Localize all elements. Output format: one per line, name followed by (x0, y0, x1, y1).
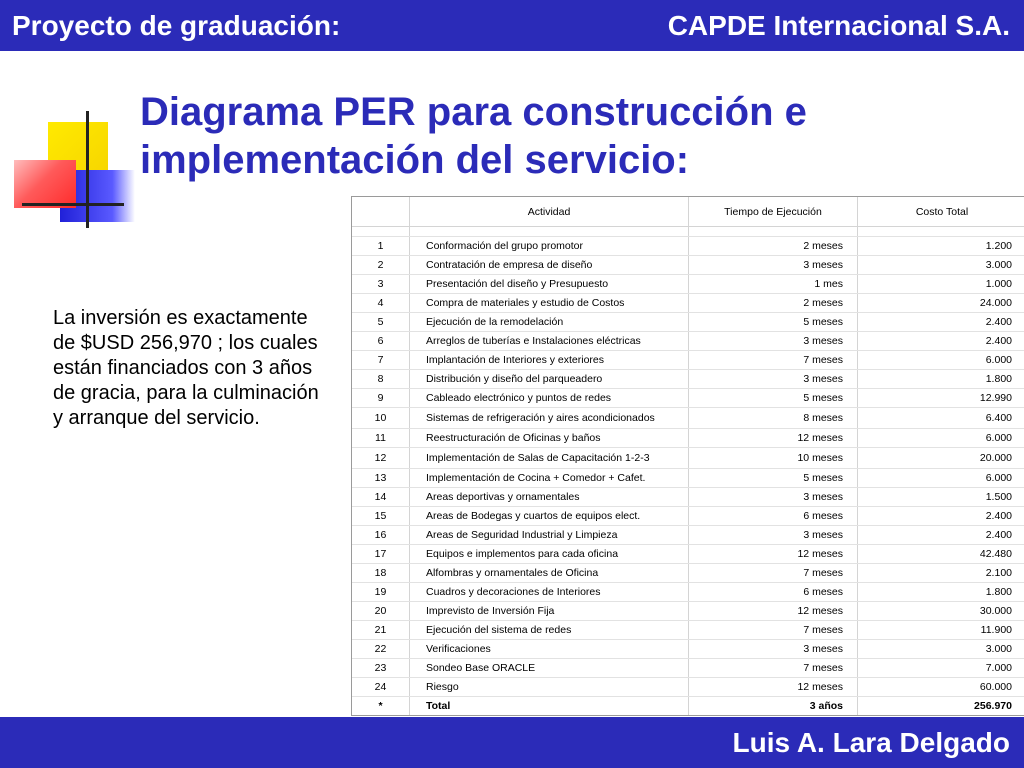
table-row (352, 564, 1024, 583)
row-cost-cell: 1.800 (858, 583, 1024, 602)
row-cost-cell: 12.990 (858, 389, 1024, 408)
row-activity-cell: Presentación del diseño y Presupuesto (410, 275, 689, 294)
row-number-cell: 9 (352, 389, 410, 408)
table-header-row (352, 197, 1024, 227)
row-duration-cell: 5 meses (689, 389, 858, 408)
row-duration-cell: 7 meses (689, 659, 858, 678)
row-number-cell: 13 (352, 469, 410, 488)
header-company-name: CAPDE Internacional S.A. (667, 10, 1010, 41)
row-duration-cell: 10 meses (689, 448, 858, 469)
row-cost-cell: 60.000 (858, 678, 1024, 697)
column-header-number (352, 197, 410, 227)
investment-paragraph: La inversión es exactamente de $USD 256,970 ; los cuales están financiados con 3 años de gracia, para la culminación y arranque del servicio. (53, 307, 319, 429)
row-activity-cell: Areas de Seguridad Industrial y Limpieza (410, 526, 689, 545)
table-row (352, 408, 1024, 429)
column-header-duration: Tiempo de Ejecución (689, 197, 858, 227)
row-number-cell: 3 (352, 275, 410, 294)
row-activity-cell: Arreglos de tuberías e Instalaciones eléctricas (410, 332, 689, 351)
row-activity-cell: Implantación de Interiores y exteriores (410, 351, 689, 370)
row-number-cell: 5 (352, 313, 410, 332)
row-cost-cell: 6.000 (858, 351, 1024, 370)
row-duration-cell: 3 meses (689, 526, 858, 545)
row-cost-cell: 6.000 (858, 429, 1024, 448)
row-duration-cell: 12 meses (689, 602, 858, 621)
table-row (352, 275, 1024, 294)
row-activity-cell: Sondeo Base ORACLE (410, 659, 689, 678)
row-cost-cell: 6.400 (858, 408, 1024, 429)
row-cost-cell: 1.500 (858, 488, 1024, 507)
row-number-cell: 2 (352, 256, 410, 275)
table-row (352, 602, 1024, 621)
row-cost-cell: 2.100 (858, 564, 1024, 583)
table-spacer-row (352, 227, 1024, 237)
header-bar (0, 0, 1024, 51)
table-row (352, 640, 1024, 659)
row-cost-cell: 3.000 (858, 640, 1024, 659)
table-row (352, 313, 1024, 332)
table-row (352, 237, 1024, 256)
row-activity-cell: Implementación de Salas de Capacitación 1-2-3 (410, 448, 689, 469)
decorative-squares-graphic (0, 95, 150, 235)
row-number-cell: 19 (352, 583, 410, 602)
activity-cost-table (351, 196, 1024, 716)
row-number-cell: 23 (352, 659, 410, 678)
column-header-total-cost: Costo Total (858, 197, 1024, 227)
row-cost-cell: 30.000 (858, 602, 1024, 621)
row-activity-cell: Alfombras y ornamentales de Oficina (410, 564, 689, 583)
row-cost-cell: 6.000 (858, 469, 1024, 488)
table-row (352, 448, 1024, 469)
row-number-cell: 18 (352, 564, 410, 583)
table-row (352, 256, 1024, 275)
table-row (352, 332, 1024, 351)
row-duration-cell: 7 meses (689, 564, 858, 583)
row-duration-cell: 3 meses (689, 488, 858, 507)
row-duration-cell: 5 meses (689, 469, 858, 488)
row-duration-cell: 3 meses (689, 332, 858, 351)
row-duration-cell: 3 meses (689, 640, 858, 659)
row-duration-cell: 2 meses (689, 294, 858, 313)
footer-bar (0, 717, 1024, 768)
row-cost-cell: 2.400 (858, 526, 1024, 545)
row-activity-cell: Compra de materiales y estudio de Costos (410, 294, 689, 313)
table-row (352, 678, 1024, 697)
table-row (352, 389, 1024, 408)
row-activity-cell: Areas deportivas y ornamentales (410, 488, 689, 507)
total-row-cost-cell: 256.970 (974, 700, 1012, 712)
table-row (352, 507, 1024, 526)
row-cost-cell: 2.400 (858, 313, 1024, 332)
row-number-cell: 1 (352, 237, 410, 256)
row-duration-cell: 3 meses (689, 256, 858, 275)
row-activity-cell: Implementación de Cocina + Comedor + Cafet. (410, 469, 689, 488)
footer-author-name: Luis A. Lara Delgado (732, 727, 1010, 758)
slide-title-line-1: Diagrama PER para construcción e (140, 90, 807, 134)
table-row (352, 370, 1024, 389)
row-number-cell: 6 (352, 332, 410, 351)
total-row-number-cell: * (352, 697, 410, 716)
row-number-cell: 16 (352, 526, 410, 545)
vertical-line (86, 111, 89, 228)
row-activity-cell: Contratación de empresa de diseño (410, 256, 689, 275)
row-duration-cell: 7 meses (689, 351, 858, 370)
row-activity-cell: Distribución y diseño del parqueadero (410, 370, 689, 389)
row-cost-cell: 24.000 (858, 294, 1024, 313)
column-header-activity: Actividad (410, 197, 689, 227)
row-cost-cell: 11.900 (858, 621, 1024, 640)
row-duration-cell: 7 meses (689, 621, 858, 640)
row-number-cell: 11 (352, 429, 410, 448)
row-cost-cell: 3.000 (858, 256, 1024, 275)
table-row (352, 469, 1024, 488)
row-cost-cell: 2.400 (858, 332, 1024, 351)
row-number-cell: 14 (352, 488, 410, 507)
slide-title (140, 88, 1020, 184)
row-cost-cell: 42.480 (858, 545, 1024, 564)
horizontal-line (22, 203, 124, 206)
row-activity-cell: Imprevisto de Inversión Fija (410, 602, 689, 621)
row-activity-cell: Reestructuración de Oficinas y baños (410, 429, 689, 448)
row-duration-cell: 12 meses (689, 678, 858, 697)
row-duration-cell: 8 meses (689, 408, 858, 429)
total-row-activity-cell: Total (410, 697, 689, 716)
slide-title-line-2: implementación del servicio: (140, 138, 690, 182)
row-duration-cell: 3 meses (689, 370, 858, 389)
row-activity-cell: Cableado electrónico y puntos de redes (410, 389, 689, 408)
row-number-cell: 10 (352, 408, 410, 429)
row-activity-cell: Equipos e implementos para cada oficina (410, 545, 689, 564)
table-row (352, 526, 1024, 545)
row-cost-cell: 7.000 (858, 659, 1024, 678)
row-activity-cell: Verificaciones (410, 640, 689, 659)
row-number-cell: 22 (352, 640, 410, 659)
row-activity-cell: Sistemas de refrigeración y aires acondicionados (410, 408, 689, 429)
row-number-cell: 4 (352, 294, 410, 313)
red-square (14, 160, 76, 208)
table-row (352, 351, 1024, 370)
table-row (352, 429, 1024, 448)
row-duration-cell: 6 meses (689, 507, 858, 526)
row-duration-cell: 6 meses (689, 583, 858, 602)
table-row (352, 488, 1024, 507)
table-row (352, 659, 1024, 678)
row-cost-cell: 1.800 (858, 370, 1024, 389)
row-number-cell: 20 (352, 602, 410, 621)
row-activity-cell: Riesgo (410, 678, 689, 697)
row-cost-cell: 1.000 (858, 275, 1024, 294)
row-duration-cell: 12 meses (689, 429, 858, 448)
row-cost-cell: 1.200 (858, 237, 1024, 256)
row-activity-cell: Ejecución del sistema de redes (410, 621, 689, 640)
row-number-cell: 17 (352, 545, 410, 564)
row-number-cell: 24 (352, 678, 410, 697)
row-duration-cell: 1 mes (689, 275, 858, 294)
table-row (352, 545, 1024, 564)
row-number-cell: 8 (352, 370, 410, 389)
table-total-row (352, 697, 1024, 716)
row-number-cell: 12 (352, 448, 410, 469)
row-duration-cell: 12 meses (689, 545, 858, 564)
row-activity-cell: Areas de Bodegas y cuartos de equipos elect. (410, 507, 689, 526)
row-duration-cell: 5 meses (689, 313, 858, 332)
table-row (352, 621, 1024, 640)
row-duration-cell: 2 meses (689, 237, 858, 256)
row-number-cell: 21 (352, 621, 410, 640)
row-number-cell: 15 (352, 507, 410, 526)
row-cost-cell: 2.400 (858, 507, 1024, 526)
row-number-cell: 7 (352, 351, 410, 370)
total-row-duration-cell: 3 años (689, 697, 858, 716)
row-activity-cell: Cuadros y decoraciones de Interiores (410, 583, 689, 602)
table-row (352, 294, 1024, 313)
row-cost-cell: 20.000 (858, 448, 1024, 469)
table-row (352, 583, 1024, 602)
header-project-label: Proyecto de graduación: (12, 10, 341, 41)
row-activity-cell: Conformación del grupo promotor (410, 237, 689, 256)
row-activity-cell: Ejecución de la remodelación (410, 313, 689, 332)
